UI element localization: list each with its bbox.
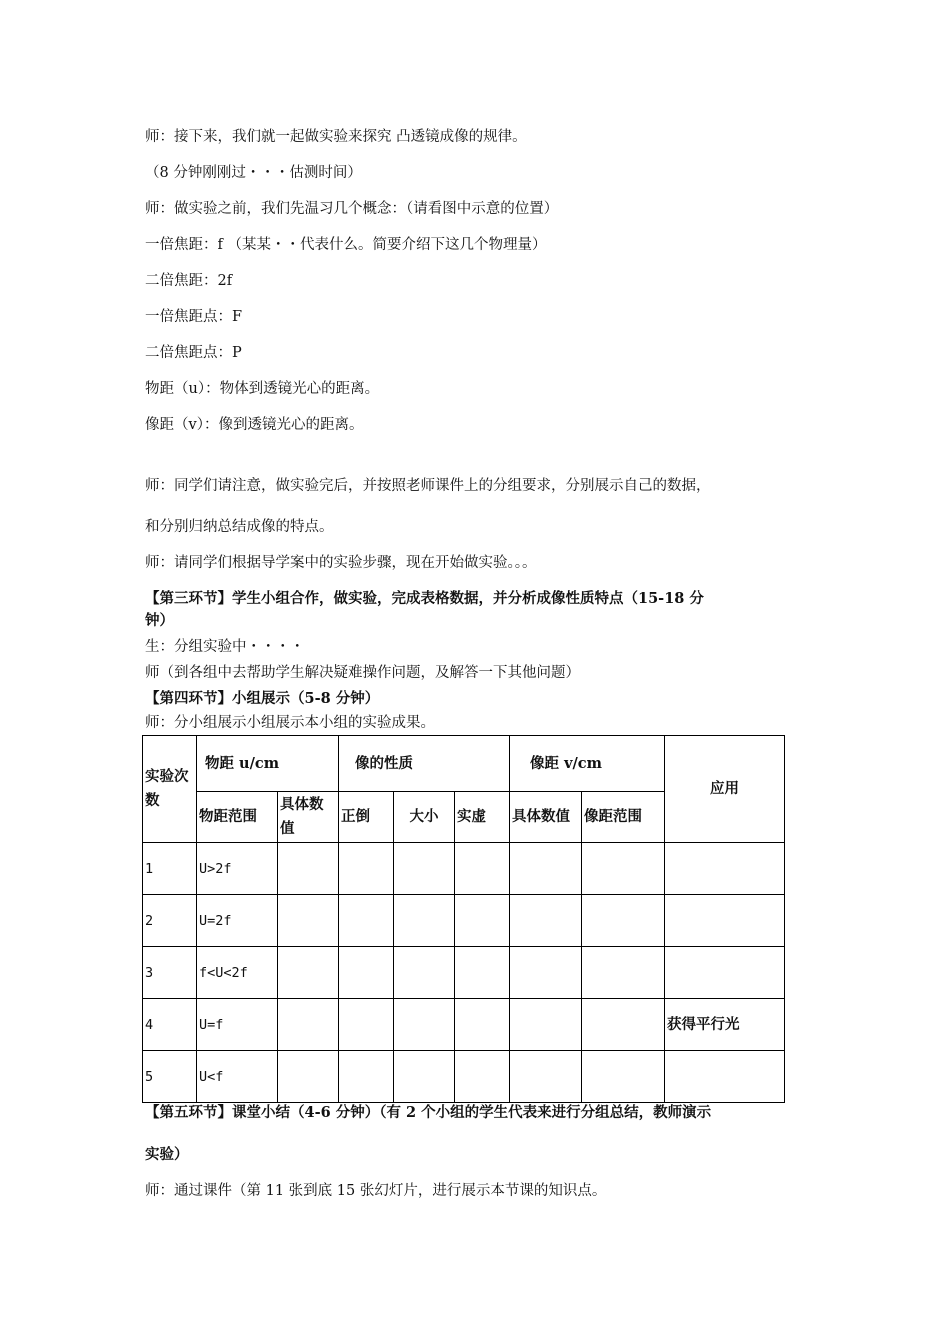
concept-object-distance: 物距（u）：物体到透镜光心的距离。 [145, 381, 380, 397]
experiment-table [142, 735, 785, 1103]
cell-application [665, 843, 785, 895]
cell-object-value[interactable] [278, 999, 339, 1051]
subheader-object-range: 物距范围 [197, 792, 278, 843]
subheader-object-value: 具体数值 [278, 792, 339, 843]
paragraph-teacher-help: 师（到各组中去帮助学生解决疑难操作问题，及解答一下其他问题） [145, 665, 580, 681]
cell-image-range[interactable] [582, 999, 665, 1051]
cell-image-range[interactable] [582, 843, 665, 895]
cell-real-virtual[interactable] [455, 895, 510, 947]
cell-real-virtual[interactable] [455, 1051, 510, 1103]
paragraph-group-display: 师：分小组展示小组展示本小组的实验成果。 [145, 715, 435, 731]
cell-trial-number: 2 [143, 895, 197, 947]
cell-size[interactable] [394, 843, 455, 895]
header-image-nature: 像的性质 [339, 736, 510, 792]
cell-orientation[interactable] [339, 895, 394, 947]
subheader-size: 大小 [394, 792, 455, 843]
paragraph-start-experiment: 师：请同学们根据导学案中的实验步骤，现在开始做实验。。。 [145, 555, 537, 571]
paragraph-student-experiment: 生：分组实验中・・・・ [145, 639, 305, 655]
cell-object-value[interactable] [278, 947, 339, 999]
paragraph-intro: 师：接下来，我们就一起做实验来探究 凸透镜成像的规律。 [145, 129, 527, 145]
section-three-heading-cont: 钟） [145, 612, 174, 629]
cell-application [665, 947, 785, 999]
header-image-distance: 像距 v/cm [510, 736, 665, 792]
subheader-image-range: 像距范围 [582, 792, 665, 843]
cell-real-virtual[interactable] [455, 843, 510, 895]
paragraph-concepts: 师：做实验之前，我们先温习几个概念：（请看图中示意的位置） [145, 201, 559, 217]
cell-real-virtual[interactable] [455, 999, 510, 1051]
cell-trial-number: 3 [143, 947, 197, 999]
cell-size[interactable] [394, 947, 455, 999]
header-application: 应用 [665, 736, 785, 843]
header-trial: 实验次数 [143, 736, 197, 843]
table-row [143, 895, 785, 947]
cell-object-value[interactable] [278, 895, 339, 947]
section-three-heading: 【第三环节】学生小组合作，做实验，完成表格数据，并分析成像性质特点（15-18 分 [145, 590, 704, 607]
table-row [143, 843, 785, 895]
cell-application [665, 895, 785, 947]
cell-orientation[interactable] [339, 1051, 394, 1103]
cell-orientation[interactable] [339, 947, 394, 999]
table-row [143, 1051, 785, 1103]
cell-image-range[interactable] [582, 947, 665, 999]
concept-focal-length: 一倍焦距：f （某某・・代表什么。简要介绍下这几个物理量） [145, 237, 547, 253]
cell-image-value[interactable] [510, 947, 582, 999]
cell-image-value[interactable] [510, 999, 582, 1051]
cell-application [665, 1051, 785, 1103]
paragraph-instructions: 师：同学们请注意，做实验完后，并按照老师课件上的分组要求，分别展示自己的数据， [145, 478, 711, 494]
header-object-distance: 物距 u/cm [197, 736, 339, 792]
concept-double-focal-point: 二倍焦距点：P [145, 345, 242, 361]
cell-object-range: f<U<2f [197, 947, 278, 999]
cell-real-virtual[interactable] [455, 947, 510, 999]
paragraph-time-note: （8 分钟刚刚过・・・估测时间） [145, 165, 362, 181]
subheader-image-value: 具体数值 [510, 792, 582, 843]
cell-image-value[interactable] [510, 843, 582, 895]
cell-object-range: U=2f [197, 895, 278, 947]
concept-double-focal-length: 二倍焦距：2f [145, 273, 233, 289]
cell-size[interactable] [394, 999, 455, 1051]
section-four-heading: 【第四环节】小组展示（5-8 分钟） [145, 690, 380, 707]
subheader-real-virtual: 实虚 [455, 792, 510, 843]
cell-trial-number: 5 [143, 1051, 197, 1103]
cell-orientation[interactable] [339, 999, 394, 1051]
cell-orientation[interactable] [339, 843, 394, 895]
cell-image-range[interactable] [582, 1051, 665, 1103]
cell-image-value[interactable] [510, 895, 582, 947]
cell-trial-number: 1 [143, 843, 197, 895]
cell-image-value[interactable] [510, 1051, 582, 1103]
cell-object-range: U<f [197, 1051, 278, 1103]
cell-size[interactable] [394, 895, 455, 947]
section-five-heading-cont: 实验） [145, 1146, 189, 1163]
cell-object-value[interactable] [278, 843, 339, 895]
cell-size[interactable] [394, 1051, 455, 1103]
cell-object-range: U>2f [197, 843, 278, 895]
table-row [143, 999, 785, 1051]
cell-application: 获得平行光 [665, 999, 785, 1051]
cell-object-range: U=f [197, 999, 278, 1051]
concept-focal-point: 一倍焦距点：F [145, 309, 243, 325]
section-five-heading: 【第五环节】课堂小结（4-6 分钟）（有 2 个小组的学生代表来进行分组总结，教师演示 [145, 1104, 712, 1121]
table-header-row [143, 736, 785, 792]
table-row [143, 947, 785, 999]
cell-trial-number: 4 [143, 999, 197, 1051]
concept-image-distance: 像距（v）：像到透镜光心的距离。 [145, 417, 364, 433]
subheader-orientation: 正倒 [339, 792, 394, 843]
paragraph-courseware: 师：通过课件（第 11 张到底 15 张幻灯片，进行展示本节课的知识点。 [145, 1183, 607, 1199]
paragraph-instructions-cont: 和分别归纳总结成像的特点。 [145, 519, 334, 535]
cell-image-range[interactable] [582, 895, 665, 947]
cell-object-value[interactable] [278, 1051, 339, 1103]
